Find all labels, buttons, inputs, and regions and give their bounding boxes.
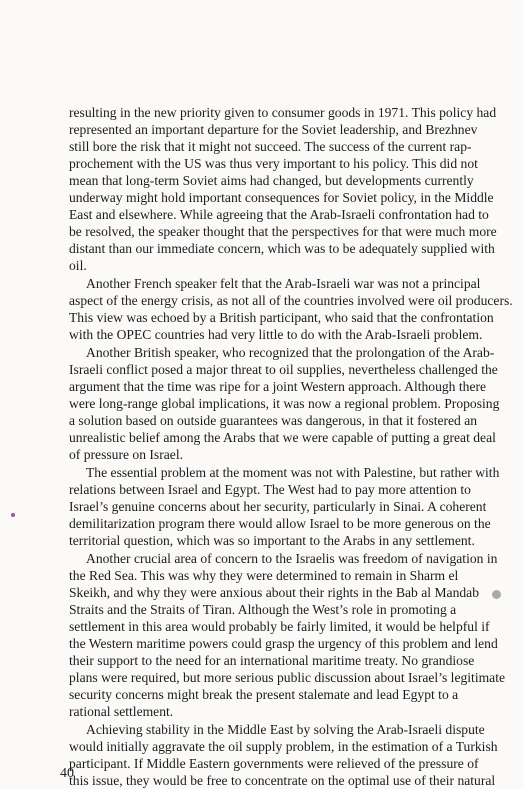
text-line: would initially aggravate the oil supply problem, in the estimation of a Turkish (69, 739, 498, 754)
text-line: the Western maritime powers could grasp the urgency of this problem and lend (69, 636, 498, 651)
text-line: settlement in this area would probably be fairly limited, it would be helpful if (69, 619, 490, 634)
text-line: Israeli conflict posed a major threat to oil supplies, nevertheless challenged the (69, 362, 498, 377)
text-line: East and elsewhere. While agreeing that the Arab-Israeli confrontation had to (69, 207, 489, 222)
text-line: argument that the time was ripe for a joint Western approach. Although there (69, 379, 487, 394)
text-line: this issue, they would be free to concentrate on the optimal use of their natural (69, 773, 496, 788)
text-line: of pressure on Israel. (69, 447, 183, 462)
paragraph (69, 104, 524, 274)
text-line: participant. If Middle Eastern governments were relieved of the pressure of (69, 756, 479, 771)
text-line: Straits and the Straits of Tiran. Although the West’s role in promoting a (69, 602, 457, 617)
text-line: rational settlement. (69, 704, 174, 719)
text-line: underway might hold important consequences for Soviet policy, in the Middle (69, 190, 494, 205)
text-line: aspect of the energy crisis, as not all of the countries involved were oil producers. (69, 293, 513, 308)
text-line: still bore the risk that it might not succeed. The success of the current rap- (69, 139, 472, 154)
text-line: unrealistic belief among the Arabs that we were capable of putting a great deal (69, 430, 496, 445)
text-line: a solution based on outside guarantees was dangerous, in that it fostered an (69, 413, 478, 428)
margin-ink-mark (11, 513, 15, 517)
text-line: their support to the need for an international maritime treaty. No grandiose (69, 653, 475, 668)
text-line: represented an important departure for the Soviet leadership, and Brezhnev (69, 122, 478, 137)
text-line: security concerns might break the present stalemate and lead Egypt to a (69, 687, 459, 702)
text-line: with the OPEC countries had very little to do with the Arab-Israeli problem. (69, 327, 483, 342)
text-line: plans were required, but more serious public discussion about Israel’s legitimate (69, 670, 506, 685)
paragraph (69, 550, 524, 720)
page-number: 40 (60, 766, 74, 781)
text-line: Israel’s genuine concerns about her security, particularly in Sinai. A coherent (69, 499, 487, 514)
paragraph (69, 464, 524, 549)
text-line: The essential problem at the moment was not with Palestine, but rather with (86, 465, 500, 480)
text-line: Achieving stability in the Middle East by solving the Arab-Israeli dispute (86, 722, 485, 737)
text-line: This view was echoed by a British participant, who said that the confrontation (69, 310, 494, 325)
text-line: Another French speaker felt that the Arab-Israeli war was not a principal (86, 276, 481, 291)
text-line: demilitarization program there would allow Israel to be more generous on the (69, 516, 491, 531)
paragraph (69, 275, 524, 343)
text-line: relations between Israel and Egypt. The West had to pay more attention to (69, 482, 471, 497)
text-line: mean that long-term Soviet aims had changed, but developments currently (69, 173, 474, 188)
text-line: distant than our immediate concern, which was to be adequately supplied with (69, 241, 495, 256)
text-line: territorial question, which was so important to the Arabs in any settlement. (69, 533, 475, 548)
text-line: prochement with the US was thus very important to his policy. This did not (69, 156, 478, 171)
body-text (69, 104, 524, 789)
text-line: Another British speaker, who recognized that the prolongation of the Arab- (86, 345, 495, 360)
text-line: were long-range global implications, it was now a regional problem. Proposing (69, 396, 500, 411)
paragraph (69, 344, 524, 463)
paragraph (69, 721, 524, 789)
text-line: oil. (69, 258, 87, 273)
text-line: be resolved, the speaker thought that the perspectives for that were much more (69, 224, 497, 239)
text-line: Another crucial area of concern to the Israelis was freedom of navigation in (86, 551, 498, 566)
text-line: resulting in the new priority given to consumer goods in 1971. This policy had (69, 105, 497, 120)
text-line: Skeikh, and why they were anxious about their rights in the Bab al Mandab (69, 585, 479, 600)
text-line: the Red Sea. This was why they were determined to remain in Sharm el (69, 568, 459, 583)
